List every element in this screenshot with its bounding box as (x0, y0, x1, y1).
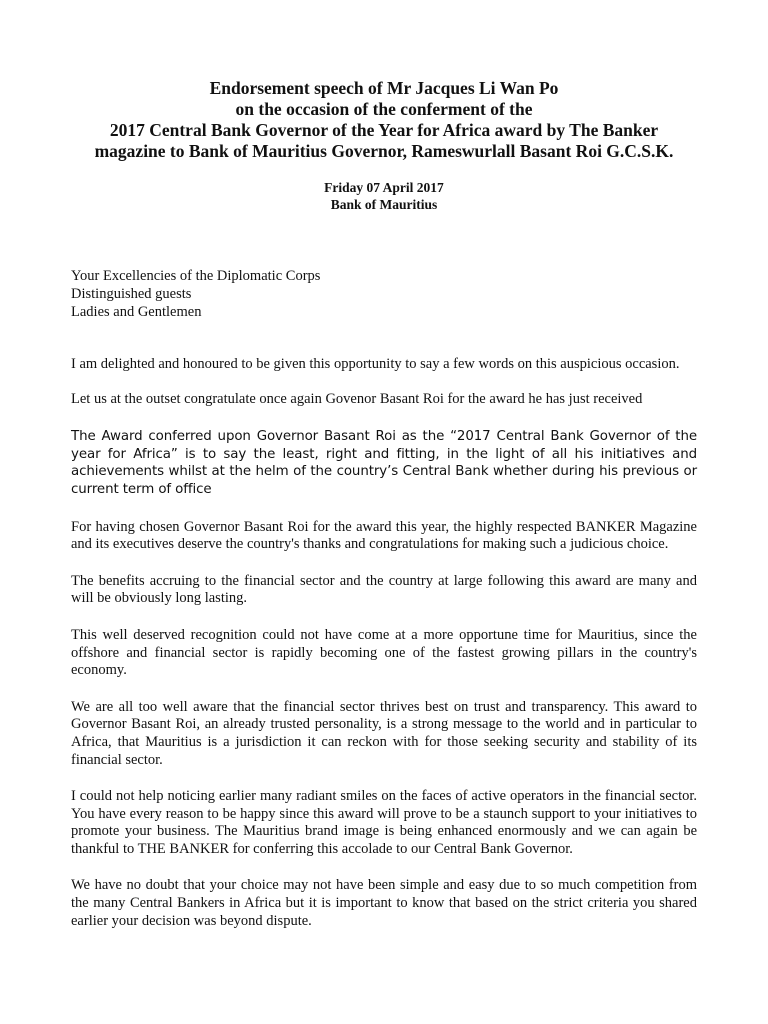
body-paragraph: The benefits accruing to the financial sector and the country at large following this award are many and will be obviously long lasting. (71, 572, 697, 607)
speech-date: Friday 07 April 2017 (324, 180, 444, 195)
salutation-line: Distinguished guests (71, 286, 192, 302)
body-paragraph: Let us at the outset congratulate once again Govenor Basant Roi for the award he has just received (71, 390, 643, 407)
body-paragraph: I am delighted and honoured to be given this opportunity to say a few words on this auspicious occasion. (71, 356, 680, 372)
body-paragraph: This well deserved recognition could not have come at a more opportune time for Mauritius, since the offshore and financial sector is rapidly becoming one of the fastest growing pillars in the country's economy. (71, 626, 697, 679)
speech-venue: Bank of Mauritius (330, 197, 438, 212)
body-paragraph: We are all too well aware that the financial sector thrives best on trust and transparency. This award to Governor Basant Roi, an already trusted personality, is a strong message to the world and in particular to Africa, that Mauritius is a jurisdiction it can reckon with for those seeking security and stability of its financial sector. (71, 698, 697, 768)
title-line: Endorsement speech of Mr Jacques Li Wan Po (209, 78, 559, 98)
salutation (71, 267, 711, 321)
salutation-line: Your Excellencies of the Diplomatic Corps (71, 268, 321, 284)
title-line: magazine to Bank of Mauritius Governor, Rameswurlall Basant Roi G.C.S.K. (94, 141, 674, 161)
title-line: on the occasion of the conferment of the (235, 99, 533, 119)
body-paragraph: The Award conferred upon Governor Basant Roi as the “2017 Central Bank Governor of the year for Africa” is to say the least, right and fitting, in the light of all his initiatives and achievements whilst at the helm of the country’s Central Bank whether during his previous or current term of office (71, 429, 697, 497)
body-paragraph: For having chosen Governor Basant Roi for the award this year, the highly respected BANKER Magazine and its executives deserve the country's thanks and congratulations for making such a judicious choice. (71, 518, 697, 553)
body-paragraph: We have no doubt that your choice may not have been simple and easy due to so much competition from the many Central Bankers in Africa but it is important to know that based on the strict criteria you shared earlier your decision was beyond dispute. (71, 877, 697, 929)
dateline (0, 179, 768, 213)
salutation-line: Ladies and Gentlemen (71, 304, 202, 320)
speech-title (0, 78, 768, 162)
speech-body (71, 356, 697, 930)
body-paragraph: I could not help noticing earlier many radiant smiles on the faces of active operators in the financial sector. You have every reason to be happy since this award will prove to be a staunch support to your initiatives to promote your business. The Mauritius brand image is being enhanced enormously and we can again be thankful to THE BANKER for conferring this accolade to our Central Bank Governor. (71, 788, 697, 857)
title-line: 2017 Central Bank Governor of the Year for Africa award by The Banker (109, 120, 659, 140)
